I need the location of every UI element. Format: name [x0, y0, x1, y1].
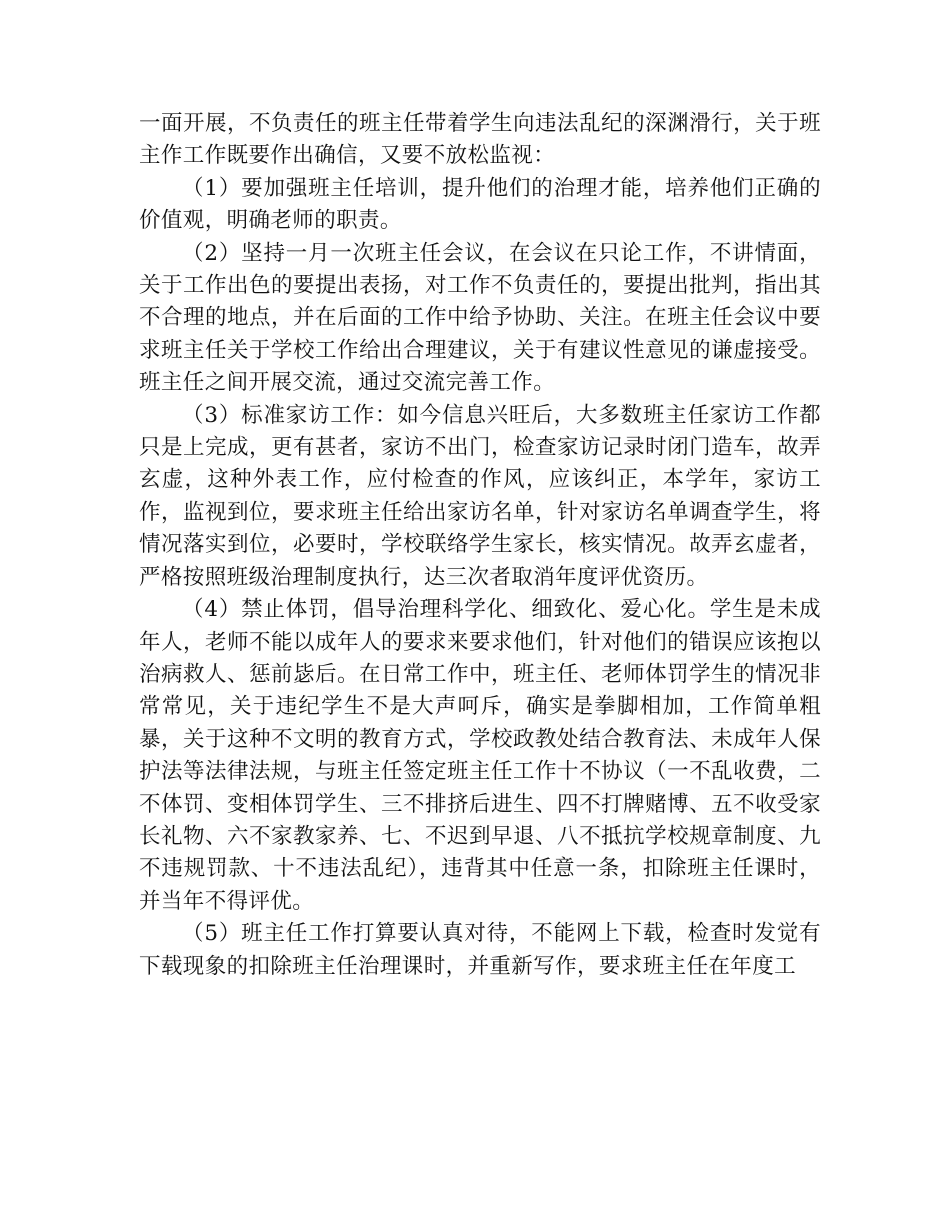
paragraph-item-4: （4）禁止体罚，倡导治理科学化、细致化、爱心化。学生是未成年人，老师不能以成年人的要求来要求他们，针对他们的错误应该抱以治病救人、惩前毖后。在日常工作中，班主任、老师体罚学生的情况非常常见，关于违纪学生不是大声呵斥，确实是拳脚相加，工作简单粗暴，关于这种不文明的教育方式，学校政教处结合教育法、未成年人保护法等法律法规，与班主任签定班主任工作十不协议（一不乱收费，二不体罚、变相体罚学生、三不排挤后进生、四不打牌赌博、五不收受家长礼物、六不家教家养、七、不迟到早退、八不抵抗学校规章制度、九不违规罚款、十不违法乱纪），违背其中任意一条，扣除班主任课时，并当年不得评优。 [139, 597, 821, 914]
paragraph-item-1: （1）要加强班主任培训，提升他们的治理才能，培养他们正确的价值观，明确老师的职责。 [139, 175, 821, 234]
paragraph-continuation: 一面开展，不负责任的班主任带着学生向违法乱纪的深渊滑行，关于班主作工作既要作出确信，又要不放松监视： [139, 111, 821, 169]
paragraph-item-3: （3）标准家访工作：如今信息兴旺后，大多数班主任家访工作都只是上完成，更有甚者，家访不出门，检查家访记录时闭门造车，故弄玄虚，这种外表工作，应付检查的作风，应该纠正，本学年，家访工作，监视到位，要求班主任给出家访名单，针对家访名单调查学生，将情况落实到位，必要时，学校联络学生家长，核实情况。故弄玄虚者，严格按照班级治理制度执行，达三次者取消年度评优资历。 [139, 402, 821, 590]
document-body [139, 108, 821, 983]
paragraph-item-5: （5）班主任工作打算要认真对待，不能网上下载，检查时发觉有下载现象的扣除班主任治理课时，并重新写作，要求班主任在年度工 [139, 921, 821, 979]
paragraph-item-2: （2）坚持一月一次班主任会议，在会议在只论工作，不讲情面，关于工作出色的要提出表扬，对工作不负责任的，要提出批判，指出其不合理的地点，并在后面的工作中给予协助、关注。在班主任会议中要求班主任关于学校工作给出合理建议，关于有建议性意见的谦虚接受。班主任之间开展交流，通过交流完善工作。 [139, 240, 821, 396]
